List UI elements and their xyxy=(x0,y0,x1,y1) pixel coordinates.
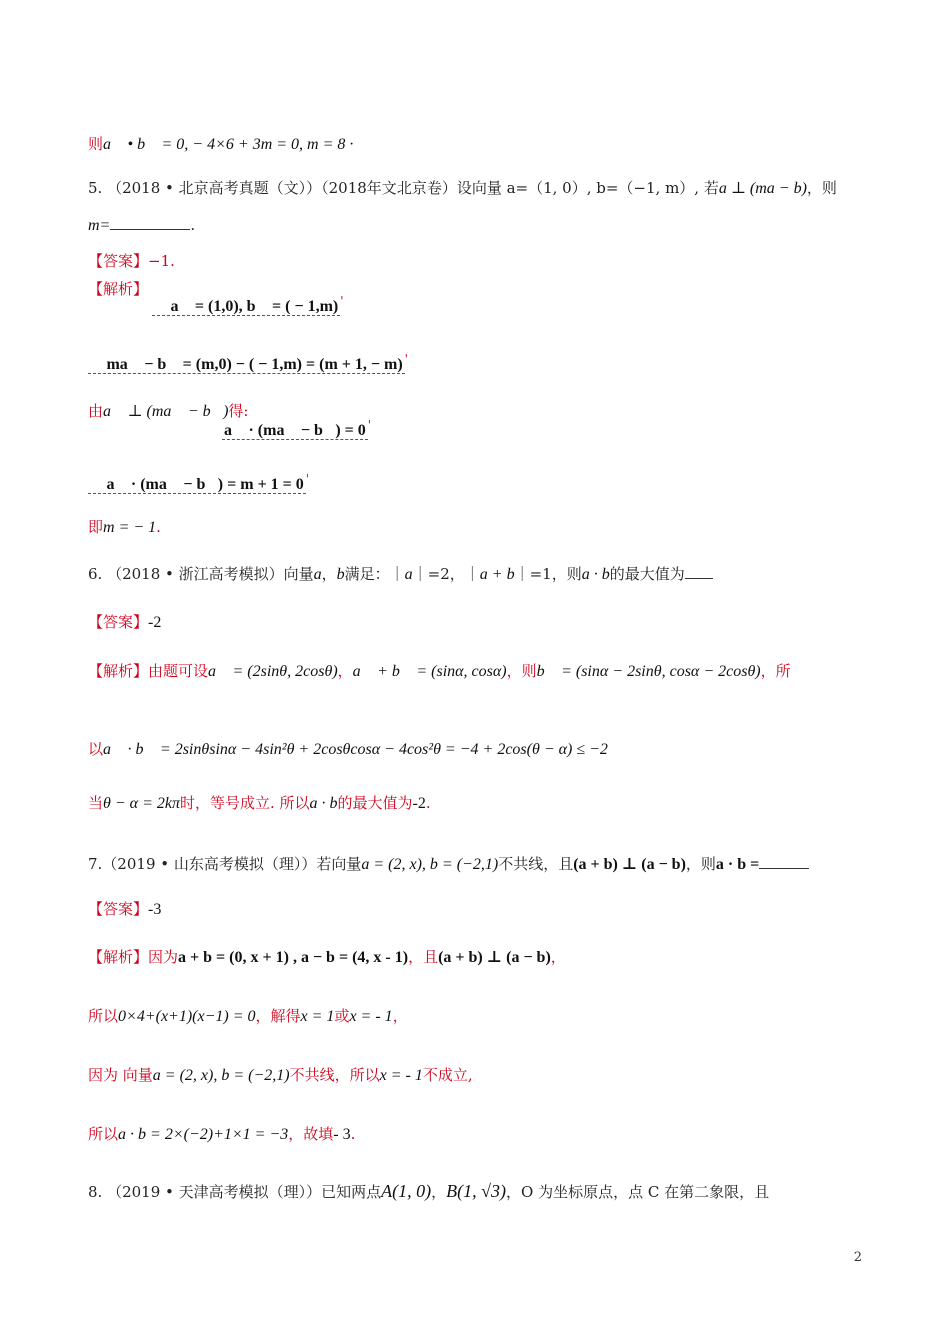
text: ，则 xyxy=(506,662,537,680)
text: 或 xyxy=(334,1007,350,1025)
answer-5 xyxy=(88,250,175,271)
equation: a · b = xyxy=(715,856,760,873)
question-7 xyxy=(88,853,809,874)
text: 满足：｜ xyxy=(344,565,405,583)
text: 所以 xyxy=(88,1007,119,1025)
text: . xyxy=(156,518,161,536)
math-a: a xyxy=(313,566,322,583)
text: 当 xyxy=(88,794,104,812)
equation: B(1, √3) xyxy=(446,1181,507,1201)
solution-label: 【解析】 xyxy=(88,662,149,680)
solution-7-line1 xyxy=(88,946,566,967)
solution-5-eq2: ∴ ma⃗ − b⃗ = (m,0) − ( − 1,m) = (m + 1, − m) ' xyxy=(90,352,408,373)
text: 因为 向量 xyxy=(88,1066,153,1084)
equation: a ⊥ (ma − b) xyxy=(718,180,807,197)
solution-7-line2 xyxy=(88,1005,408,1026)
text: ，O 为坐标原点，点 C 在第二象限，且 xyxy=(506,1183,770,1201)
solution-7-line4 xyxy=(88,1123,355,1144)
math-b: b xyxy=(336,566,345,583)
answer-label: 【答案】 xyxy=(88,613,149,631)
text: . xyxy=(425,794,431,812)
answer-blank xyxy=(685,566,713,579)
text: 由 xyxy=(88,402,104,420)
text: 则 xyxy=(88,135,104,153)
text: . xyxy=(190,216,196,234)
question-5-blank xyxy=(88,216,195,235)
text: ，且 xyxy=(408,948,439,966)
text: . xyxy=(350,1125,356,1143)
equation: A(1, 0) xyxy=(381,1181,432,1201)
equation: m = − 1 xyxy=(103,519,157,536)
equation: a · b xyxy=(309,795,338,812)
text: 因为 xyxy=(148,948,179,966)
equation: b⃗ = (sinα − 2sinθ, cosα − 2cosθ) xyxy=(536,663,761,680)
answer-value: −1. xyxy=(148,252,175,270)
solution-label: 【解析】 xyxy=(88,280,149,298)
answer-label: 【答案】 xyxy=(88,252,149,270)
equation: -2 xyxy=(412,795,426,812)
page-number: 2 xyxy=(853,1250,862,1265)
answer-blank xyxy=(110,217,190,230)
text: 时，等号成立. 所以 xyxy=(179,794,310,812)
answer-value: -3 xyxy=(148,901,162,918)
equation: (a + b) ⊥ (a − b) xyxy=(573,856,686,873)
question-text: 8. （2019 • 天津高考模拟（理））已知两点 xyxy=(88,1183,382,1201)
equation: - 3 xyxy=(333,1126,351,1143)
equation: (a + b) ⊥ (a − b) xyxy=(438,949,551,966)
answer-6 xyxy=(88,611,161,632)
question-8 xyxy=(88,1181,769,1202)
question-6 xyxy=(88,563,713,584)
math-a-plus-b: a + b xyxy=(479,566,515,583)
math-a: a xyxy=(404,566,413,583)
solution-6-line1: 【解析】由题可设a⃗ = (2sinθ, 2cosθ)，a⃗ + b⃗ = (sinα, cosα)，则b⃗ = (sinα − 2sinθ, cosα − 2cosθ)，所 xyxy=(88,662,791,680)
question-text: 5. （2018 • 北京高考真题（文））（2018年文北京卷）设向量 a=（1, 0）, b=（−1, m）, 若 xyxy=(88,179,719,197)
text: ， xyxy=(431,1183,447,1201)
text: ，解得 xyxy=(255,1007,301,1025)
solution-5-eq1: ∵ a⃗ = (1,0), b⃗ = ( − 1,m) ' xyxy=(154,294,344,315)
equation: θ − α = 2kπ xyxy=(103,795,180,812)
equation: x = - 1 xyxy=(349,1008,393,1025)
text: ，故填 xyxy=(288,1125,334,1143)
solution-6-line2 xyxy=(88,738,608,759)
text: 即 xyxy=(88,518,104,536)
equation: ∵ a⃗ = (1,0), b⃗ = ( − 1,m) xyxy=(154,298,339,315)
equation: x = 1 xyxy=(300,1008,335,1025)
text: 不共线，且 xyxy=(498,855,574,873)
text: 不共线，所以 xyxy=(289,1066,380,1084)
text: 得: xyxy=(228,402,249,420)
text: m= xyxy=(88,217,111,234)
equation: a⃗ + b⃗ = (sinα, cosα) xyxy=(352,663,507,680)
solution-line xyxy=(88,133,353,154)
solution-5-label xyxy=(88,278,148,299)
question-text: 7.（2019 • 山东高考模拟（理））若向量 xyxy=(88,855,362,873)
question-text: 6. （2018 • 浙江高考模拟）向量 xyxy=(88,565,314,583)
equation: x = - 1 xyxy=(379,1067,423,1084)
text: ｜=1，则 xyxy=(514,565,582,583)
text: 不成立, xyxy=(422,1066,473,1084)
text: 的最大值为 xyxy=(609,565,685,583)
text: 的最大值为 xyxy=(337,794,413,812)
equation: a · b = 2×(−2)+1×1 = −3 xyxy=(118,1126,289,1143)
text: ｜=2，｜ xyxy=(412,565,480,583)
solution-7-line3 xyxy=(88,1064,473,1085)
answer-blank xyxy=(759,856,809,869)
text: 以 xyxy=(88,740,104,758)
text: ， xyxy=(550,948,566,966)
solution-label: 【解析】 xyxy=(88,948,149,966)
equation: a = (2, x), b = (−2,1) xyxy=(152,1067,290,1084)
solution-5-eq3: a⃗ · (ma⃗ − b⃗) = 0 ' xyxy=(224,418,372,439)
equation: a⃗ · (ma⃗ − b⃗) = 0 xyxy=(224,422,366,439)
equation: ∴ a⃗ · (ma⃗ − b⃗) = m + 1 = 0 xyxy=(90,476,304,493)
equation: 0×4+(x+1)(x−1) = 0 xyxy=(118,1008,256,1025)
text: ， xyxy=(392,1007,408,1025)
math-a-dot-b: a · b xyxy=(581,566,610,583)
text: ，则 xyxy=(806,179,837,197)
equation: a⃗ · b⃗ = 2sinθsinα − 4sin²θ + 2cosθcosα − 4cos²θ = −4 + 2cos(θ − α) ≤ −2 xyxy=(103,741,608,758)
equation: a + b = (0, x + 1) , a − b = (4, x - 1) xyxy=(178,949,409,966)
solution-5-eq4: ∴ a⃗ · (ma⃗ − b⃗) = m + 1 = 0 ' xyxy=(90,472,310,493)
text: 由题可设 xyxy=(148,662,209,680)
text: ，所 xyxy=(760,662,791,680)
answer-value: -2 xyxy=(148,614,162,631)
solution-5-result xyxy=(88,516,161,537)
equation: ∴ ma⃗ − b⃗ = (m,0) − ( − 1,m) = (m + 1, − m) xyxy=(90,356,403,373)
equation: a⃗ = (2sinθ, 2cosθ) xyxy=(208,663,338,680)
question-5 xyxy=(88,177,837,198)
solution-6-line3 xyxy=(88,792,431,813)
equation: a⃗ • b⃗ = 0, − 4×6 + 3m = 0, m = 8 · xyxy=(103,136,354,153)
text: ， xyxy=(321,565,337,583)
text: 所以 xyxy=(88,1125,119,1143)
equation: a = (2, x), b = (−2,1) xyxy=(361,856,499,873)
equation: a⃗ ⊥ (ma⃗ − b⃗) xyxy=(103,403,229,420)
answer-label: 【答案】 xyxy=(88,900,149,918)
answer-7 xyxy=(88,898,161,919)
text: ，则 xyxy=(685,855,716,873)
